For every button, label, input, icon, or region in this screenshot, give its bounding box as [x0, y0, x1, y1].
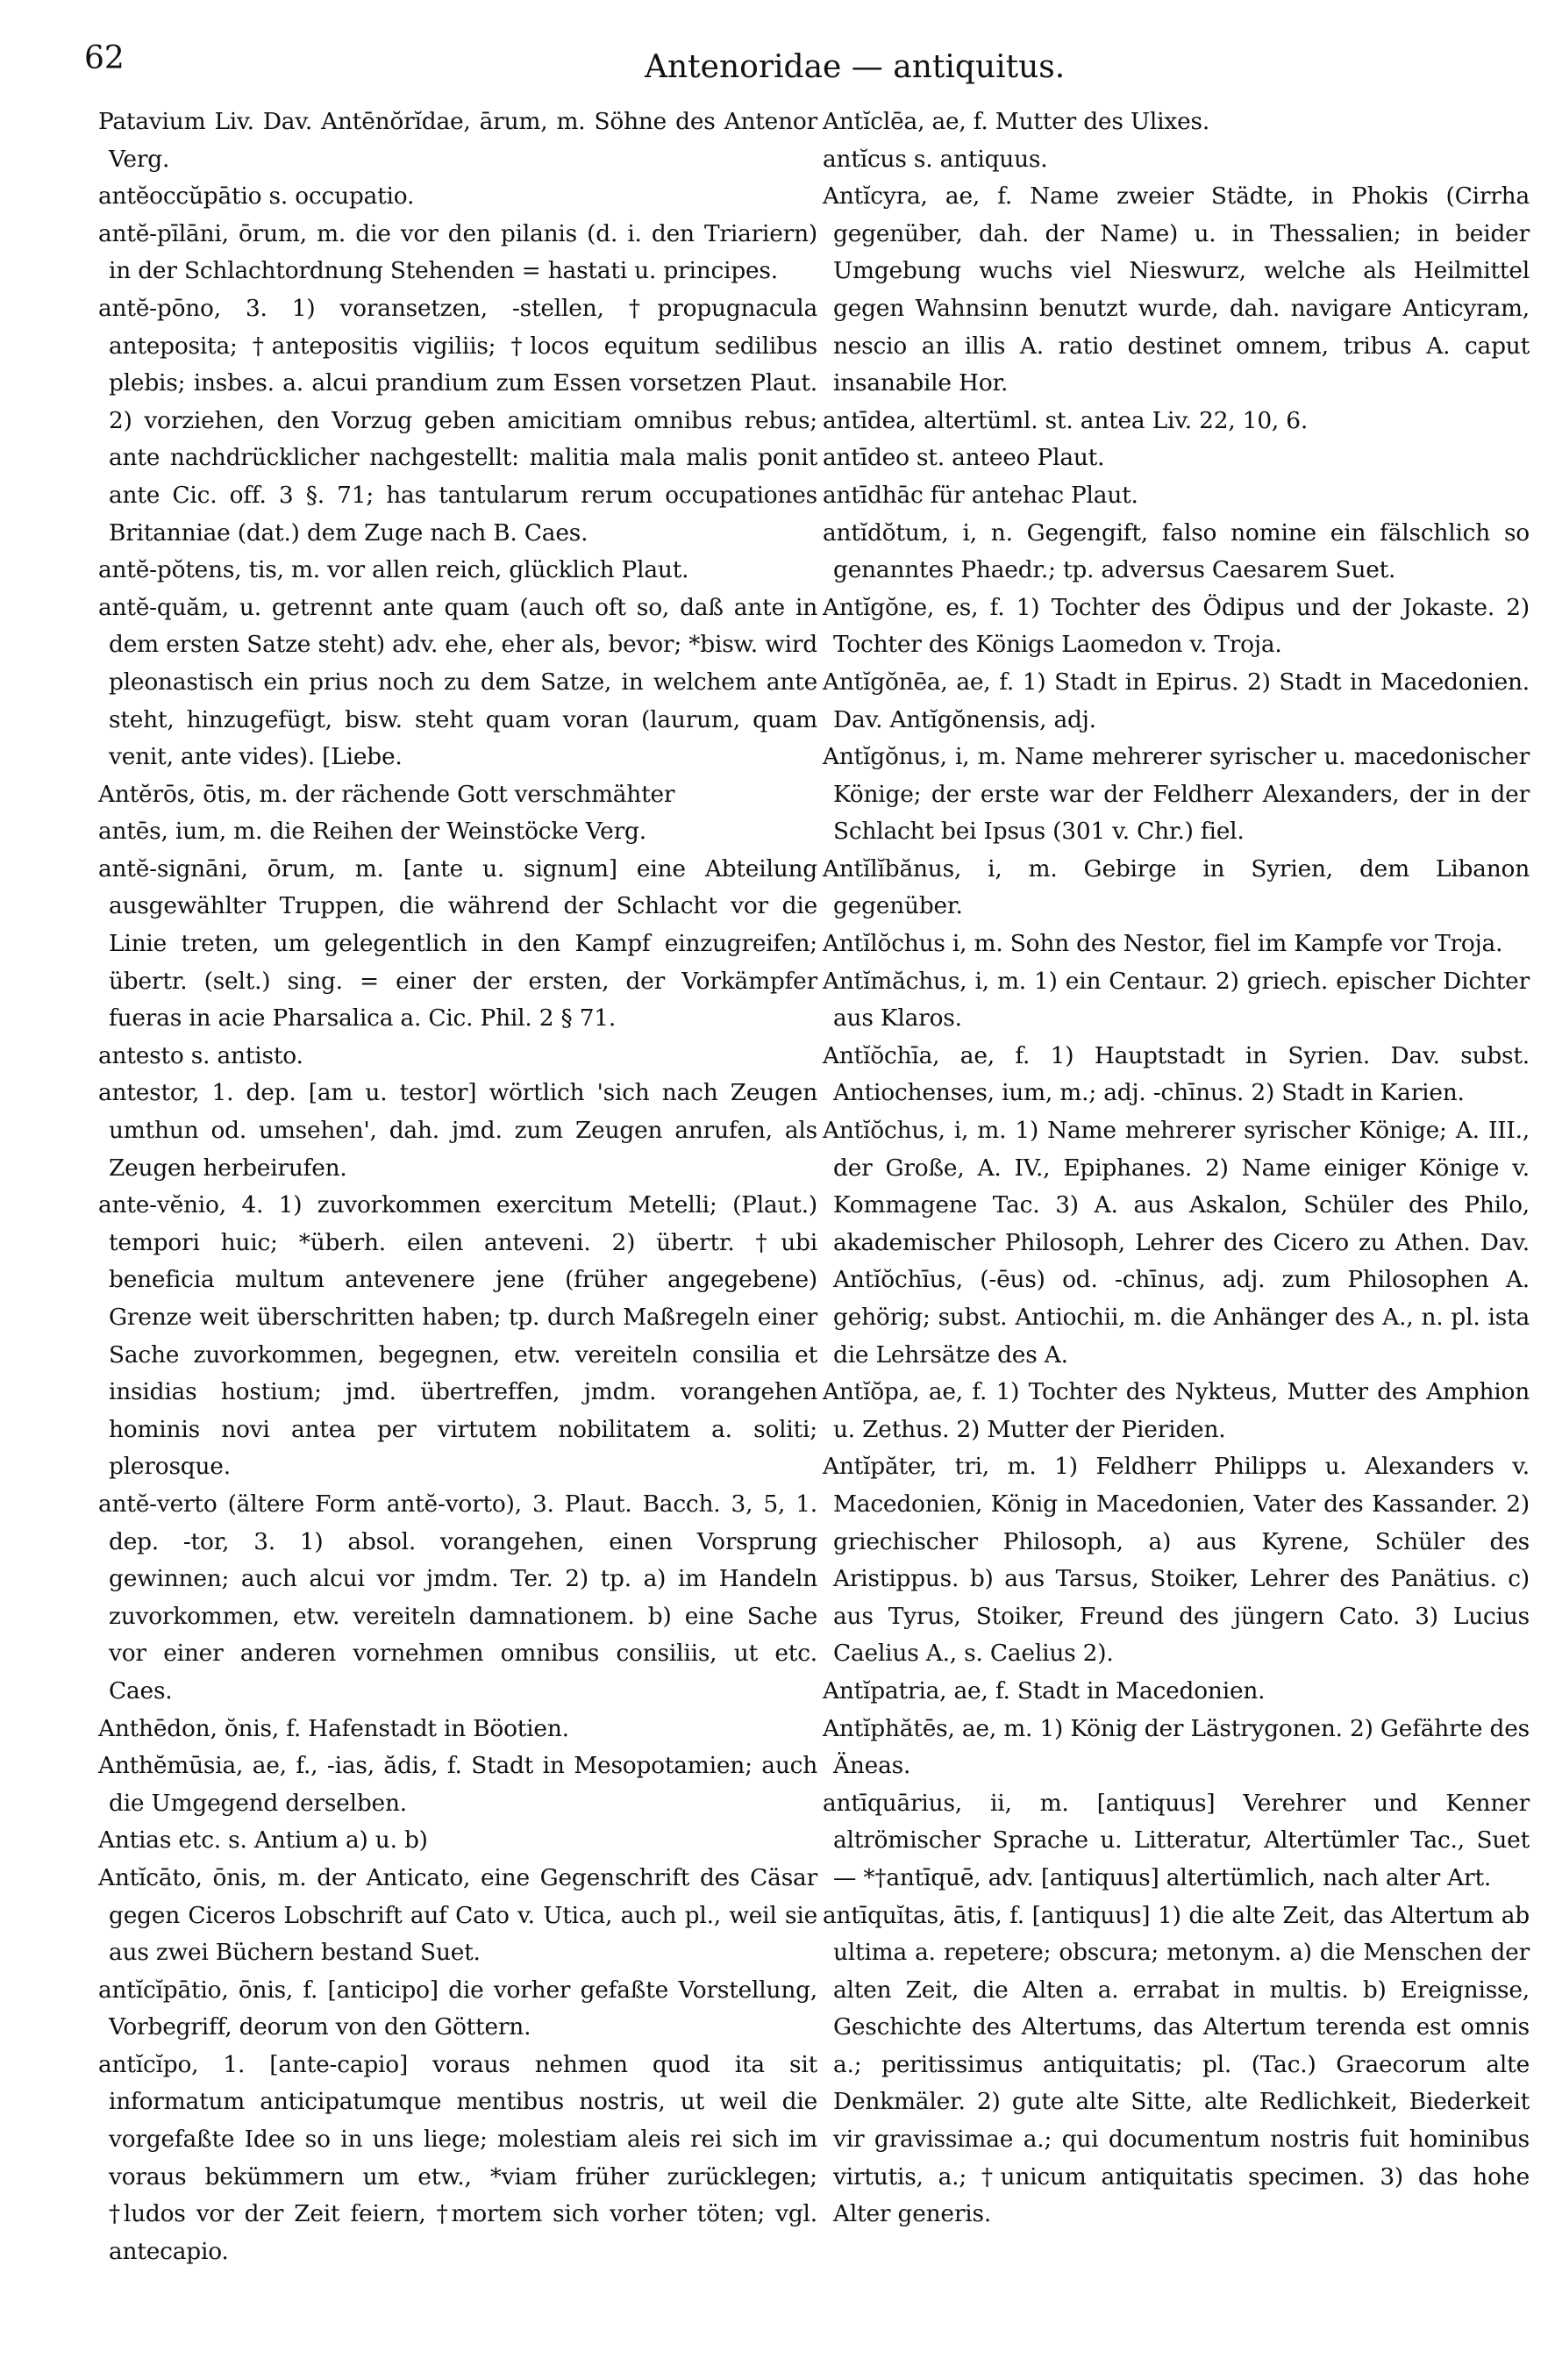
dictionary-entry: Antĭpăter, tri, m. 1) Feldherr Philipps u. Alexanders v. Macedonien, König in Macedonien, Vater des Kassander. 2) griechischer Philosoph, a) aus Kyrene, Schüler des Aristippus. b) aus Tarsus, Stoiker, Lehrer des Panätius. c) aus Tyrus, Stoiker, Freund des jüngern Cato. 3) Lucius Caelius A., s. Caelius 2).	[823, 1453, 1530, 1668]
dictionary-entry: Anthēdon, ŏnis, f. Hafenstadt in Böotien.	[98, 1714, 569, 1742]
dictionary-entry: antestor, 1. dep. [am u. testor] wörtlich 'sich nach Zeugen umthun od. umsehen', dah. jmd. zum Zeugen anrufen, als Zeugen herbeirufen.	[98, 1079, 817, 1182]
dictionary-entry: antesto s. antisto.	[98, 1041, 303, 1069]
dictionary-entry: antēs, ium, m. die Reihen der Weinstöcke Verg.	[98, 818, 646, 846]
dictionary-entry: Antias etc. s. Antium a) u. b)	[98, 1826, 428, 1855]
dictionary-entry: antĭcĭpo, 1. [ante-capio] voraus nehmen quod ita sit informatum anticipatumque mentibus nostris, ut weil die vorgefaßte Idee so in uns liege; molestiam aleis rei sich im voraus bekümmern um etw., *viam früher zurücklegen; †ludos vor der Zeit feiern, †mortem sich vorher töten; vgl. antecapio.	[98, 2050, 817, 2265]
dictionary-entry: antĕ-pīlāni, ōrum, m. die vor den pilanis (d. i. den Triariern) in der Schlachtordnung Stehenden = hastati u. principes.	[98, 219, 817, 285]
dictionary-entry: Antĭcāto, ōnis, m. der Anticato, eine Gegenschrift des Cäsar gegen Ciceros Lobschrift auf Cato v. Utica, auch pl., weil sie aus zwei Büchern bestand Suet.	[98, 1863, 817, 1967]
dictionary-entry: Antĭlĭbănus, i, m. Gebirge in Syrien, dem Libanon gegenüber.	[823, 854, 1530, 920]
dictionary-entry: Antĭcyra, ae, f. Name zweier Städte, in Phokis (Cirrha gegenüber, dah. der Name) u. in Thessalien; in beider Umgebung wuchs viel Nieswurz, welche als Heilmittel gegen Wahnsinn benutzt wurde, dah. navigare Anticyram, nescio an illis A. ratio destinet omnem, tribus A. caput insanabile Hor.	[823, 182, 1530, 397]
dictionary-entry: antīdea, altertüml. st. antea Liv. 22, 10, 6.	[823, 406, 1309, 434]
dictionary-entry: antĭcus s. antiquus.	[823, 145, 1048, 173]
dictionary-entry: Antĭclēa, ae, f. Mutter des Ulixes.	[823, 108, 1210, 135]
dictionary-entry: Antĭpatria, ae, f. Stadt in Macedonien.	[823, 1676, 1266, 1705]
dictionary-entry: Antĭŏpa, ae, f. 1) Tochter des Nykteus, Mutter des Amphion u. Zethus. 2) Mutter der Pieriden.	[823, 1378, 1530, 1443]
dictionary-entry: antīdeo st. anteeo Plaut.	[823, 444, 1105, 472]
left-column	[98, 104, 817, 2270]
dictionary-entry: Antĭmăchus, i, m. 1) ein Centaur. 2) griech. epischer Dichter aus Klaros.	[823, 967, 1530, 1033]
dictionary-entry: Antĭŏchīa, ae, f. 1) Hauptstadt in Syrien. Dav. subst. Antiochenses, ium, m.; adj. -chīnus. 2) Stadt in Karien.	[823, 1041, 1530, 1107]
dictionary-entry: Anthĕmūsia, ae, f., -ias, ădis, f. Stadt in Mesopotamien; auch die Umgegend derselben.	[98, 1752, 817, 1817]
dictionary-entry: Patavium Liv. Dav. Antēnŏrĭdae, ārum, m. Söhne des Antenor Verg.	[98, 108, 817, 173]
dictionary-entry: Antĭphătēs, ae, m. 1) König der Lästrygonen. 2) Gefährte des Äneas.	[823, 1714, 1530, 1780]
dictionary-entry: Antĭgŏnēa, ae, f. 1) Stadt in Epirus. 2) Stadt in Macedonien. Dav. Antĭgŏnensis, adj.	[823, 668, 1530, 733]
dictionary-entry: ante-vĕnio, 4. 1) zuvorkommen exercitum Metelli; (Plaut.) tempori huic; *überh. eilen anteveni. 2) übertr. †ubi beneficia multum antevenere jene (früher angegebene) Grenze weit überschritten haben; tp. durch Maßregeln einer Sache zuvorkommen, begegnen, etw. vereiteln consilia et insidias hostium; jmd. übertreffen, jmdm. vorangehen hominis novi antea per virtutem nobilitatem a. soliti; plerosque.	[98, 1191, 817, 1481]
dictionary-entry: antĕ-pōno, 3. 1) voransetzen, -stellen, †propugnacula anteposita; †antepositis vigiliis; †locos equitum sedilibus plebis; insbes. a. alcui prandium zum Essen vorsetzen Plaut. 2) vorziehen, den Vorzug geben amicitiam omnibus rebus; ante nachdrücklicher nachgestellt: malitia mala malis ponit ante Cic. off. 3 §. 71; has tantularum rerum occupationes Britanniae (dat.) dem Zuge nach B. Caes.	[98, 294, 817, 547]
dictionary-entry: Antĭgŏnus, i, m. Name mehrerer syrischer u. macedonischer Könige; der erste war der Feldherr Alexanders, der in der Schlacht bei Ipsus (301 v. Chr.) fiel.	[823, 743, 1530, 846]
dictionary-entry: Antĕrōs, ōtis, m. der rächende Gott verschmähter	[98, 780, 675, 808]
page-number: 62	[84, 40, 125, 76]
dictionary-entry: Antĭŏchus, i, m. 1) Name mehrerer syrischer Könige; A. III., der Große, A. IV., Epiphanes. 2) Name einiger Könige v. Kommagene Tac. 3) A. aus Askalon, Schüler des Philo, akademischer Philosoph, Lehrer des Cicero zu Athen. Dav. Antĭŏchīus, (-ēus) od. -chīnus, adj. zum Philosophen A. gehörig; subst. Antiochii, m. die Anhänger des A., n. pl. ista die Lehrsätze des A.	[823, 1117, 1530, 1369]
dictionary-entry: antĕ-quăm, u. getrennt ante quam (auch oft so, daß ante in dem ersten Satze steht) adv. ehe, eher als, bevor; *bisw. wird pleonastisch ein prius noch zu dem Satze, in welchem ante steht, hinzugefügt, bisw. steht quam voran (laurum, quam venit, ante vides). [Liebe.	[98, 593, 817, 771]
dictionary-entry: antīdhāc für antehac Plaut.	[823, 481, 1138, 509]
dictionary-entry: Antĭlŏchus i, m. Sohn des Nestor, fiel im Kampfe vor Troja.	[823, 930, 1503, 958]
dictionary-entry: antĕ-pŏtens, tis, m. vor allen reich, glücklich Plaut.	[98, 556, 689, 584]
dictionary-entry: antīquārius, ii, m. [antiquus] Verehrer und Kenner altrömischer Sprache u. Litteratur, Altertümler Tac., Suet — *†antīquē, adv. [antiquus] altertümlich, nach alter Art.	[823, 1789, 1530, 1891]
dictionary-entry: Antĭgŏne, es, f. 1) Tochter des Ödipus und der Jokaste. 2) Tochter des Königs Laomedon v. Troja.	[823, 593, 1530, 659]
running-head: Antenoridae — antiquitus.	[645, 49, 1066, 85]
dictionary-entry: antĕ-verto (ältere Form antĕ-vorto), 3. Plaut. Bacch. 3, 5, 1. dep. -tor, 3. 1) absol. vorangehen, einen Vorsprung gewinnen; auch alcui vor jmdm. Ter. 2) tp. a) im Handeln zuvorkommen, etw. vereiteln damnationem. b) eine Sache vor einer anderen vornehmen omnibus consiliis, ut etc. Caes.	[98, 1490, 817, 1705]
dictionary-entry: antĕ-signāni, ōrum, m. [ante u. signum] eine Abteilung ausgewählter Truppen, die während der Schlacht vor die Linie treten, um gelegentlich in den Kampf einzugreifen; übertr. (selt.) sing. = einer der ersten, der Vorkämpfer fueras in acie Pharsalica a. Cic. Phil. 2 § 71.	[98, 854, 817, 1033]
dictionary-entry: antĭcĭpātio, ōnis, f. [anticipo] die vorher gefaßte Vorstellung, Vorbegriff, deorum von den Göttern.	[98, 1976, 817, 2041]
right-column	[823, 104, 1530, 2233]
dictionary-entry: antĭdŏtum, i, n. Gegengift, falso nomine ein fälschlich so genanntes Phaedr.; tp. adversus Caesarem Suet.	[823, 518, 1530, 584]
dictionary-entry: antĕoccŭpātio s. occupatio.	[98, 182, 415, 211]
dictionary-entry: antīquĭtas, ātis, f. [antiquus] 1) die alte Zeit, das Altertum ab ultima a. repetere; obscura; metonym. a) die Menschen der alten Zeit, die Alten a. errabat in multis. b) Ereignisse, Geschichte des Altertums, das Altertum terenda est omnis a.; peritissimus antiquitatis; pl. (Tac.) Graecorum alte Denkmäler. 2) gute alte Sitte, alte Redlichkeit, Biederkeit vir gravissimae a.; qui documentum nostris fuit hominibus virtutis, a.; †unicum antiquitatis specimen. 3) das hohe Alter generis.	[823, 1901, 1530, 2228]
